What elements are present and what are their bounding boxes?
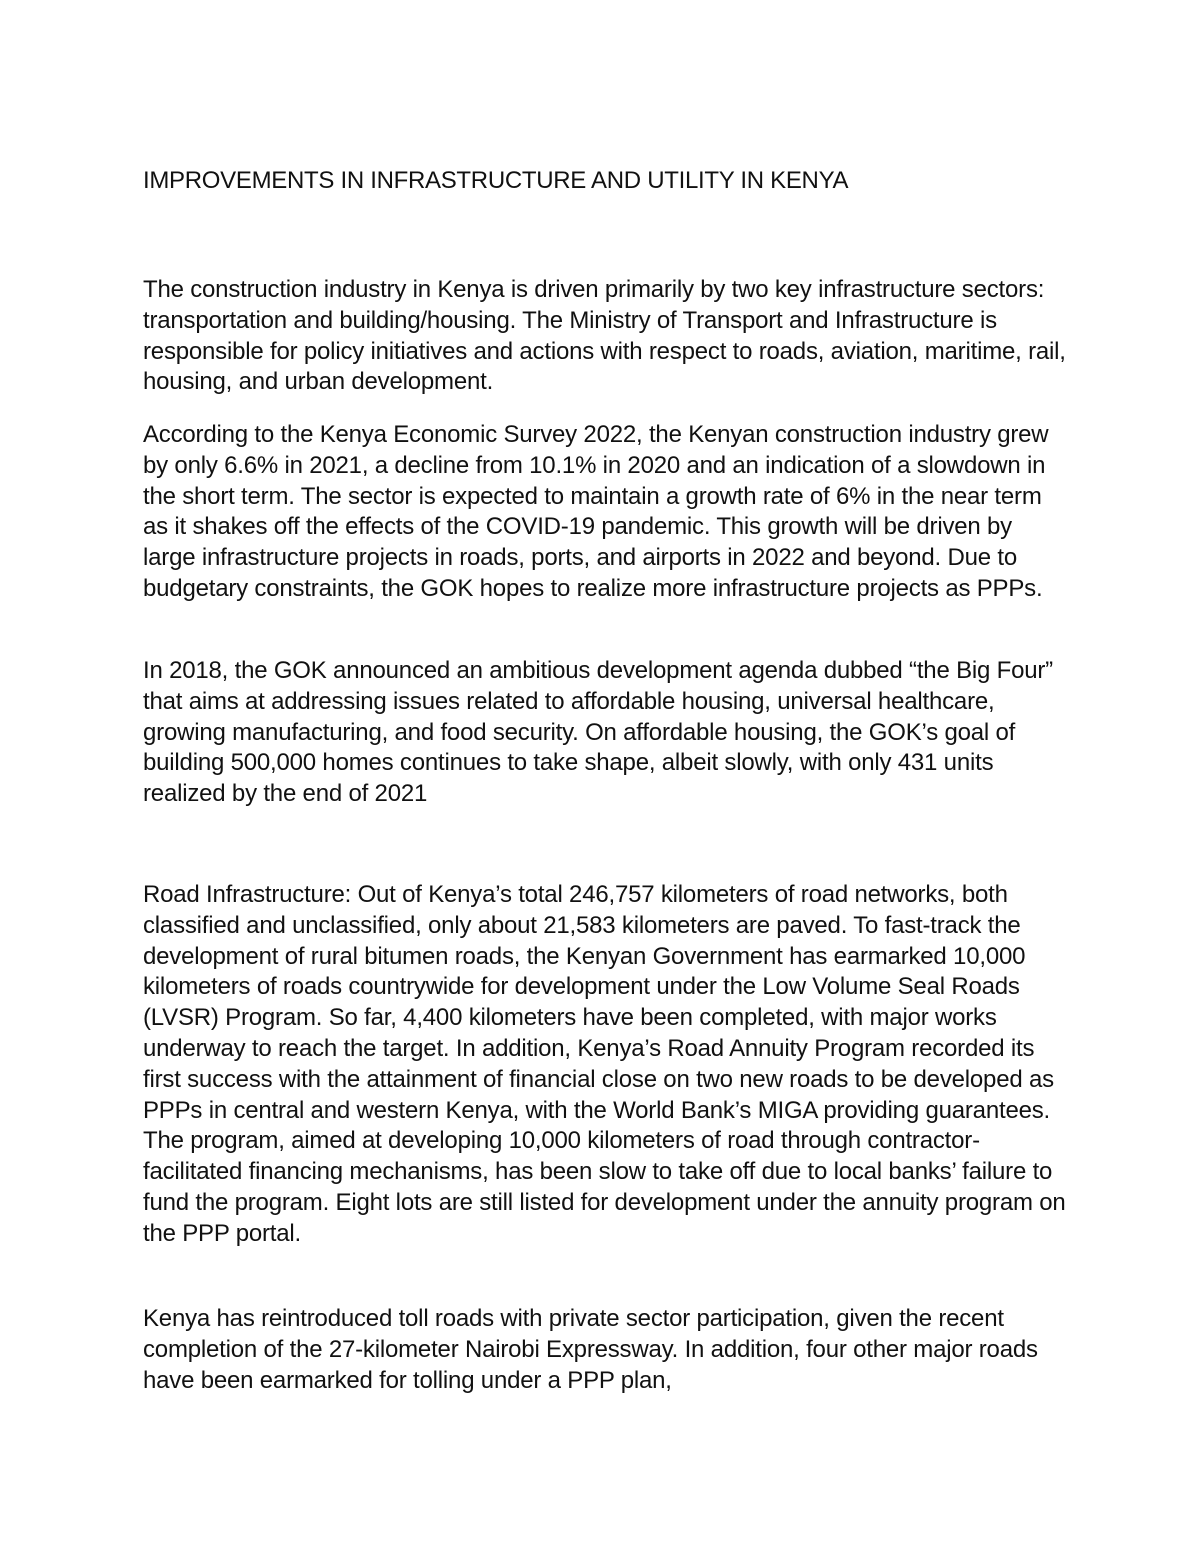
paragraph-economic-survey: According to the Kenya Economic Survey 2022, the Kenyan construction industry grew by only 6.6% in 2021, a decline from 10.1% in 2020 and an indication of a slowdown in the short term. The sector is expected to maintain a growth rate of 6% in the near term as it shakes off the effects of the COVID-19 pandemic. This growth will be driven by large infrastructure projects in roads, ports, and airports in 2022 and beyond. Due to budgetary constraints, the GOK hopes to realize more infrastructure projects as PPPs. [143, 421, 1049, 602]
document-title: IMPROVEMENTS IN INFRASTRUCTURE AND UTILITY IN KENYA [143, 167, 849, 194]
paragraph-road-infrastructure: Road Infrastructure: Out of Kenya’s total 246,757 kilometers of road networks, both classified and unclassified, only about 21,583 kilometers are paved. To fast-track the development of rural bitumen roads, the Kenyan Government has earmarked 10,000 kilometers of roads countrywide for development under the Low Volume Seal Roads (LVSR) Program. So far, 4,400 kilometers have been completed, with major works underway to reach the target. In addition, Kenya’s Road Annuity Program recorded its first success with the attainment of financial close on two new roads to be developed as PPPs in central and western Kenya, with the World Bank’s MIGA providing guarantees. The program, aimed at developing 10,000 kilometers of road through contractor-facilitated financing mechanisms, has been slow to take off due to local banks’ failure to fund the program. Eight lots are still listed for development under the annuity program on the PPP portal. [143, 881, 1066, 1247]
paragraph-big-four: In 2018, the GOK announced an ambitious development agenda dubbed “the Big Four” that aims at addressing issues related to affordable housing, universal healthcare, growing manufacturing, and food security. On affordable housing, the GOK’s goal of building 500,000 homes continues to take shape, albeit slowly, with only 431 units realized by the end of 2021 [143, 657, 1053, 808]
paragraph-toll-roads: Kenya has reintroduced toll roads with private sector participation, given the recent completion of the 27-kilometer Nairobi Expressway. In addition, four other major roads have been earmarked for tolling under a PPP plan, [143, 1305, 1038, 1394]
paragraph-construction-industry: The construction industry in Kenya is driven primarily by two key infrastructure sectors: transportation and building/housing. The Ministry of Transport and Infrastructure is responsible for policy initiatives and actions with respect to roads, aviation, maritime, rail, housing, and urban development. [143, 276, 1066, 396]
